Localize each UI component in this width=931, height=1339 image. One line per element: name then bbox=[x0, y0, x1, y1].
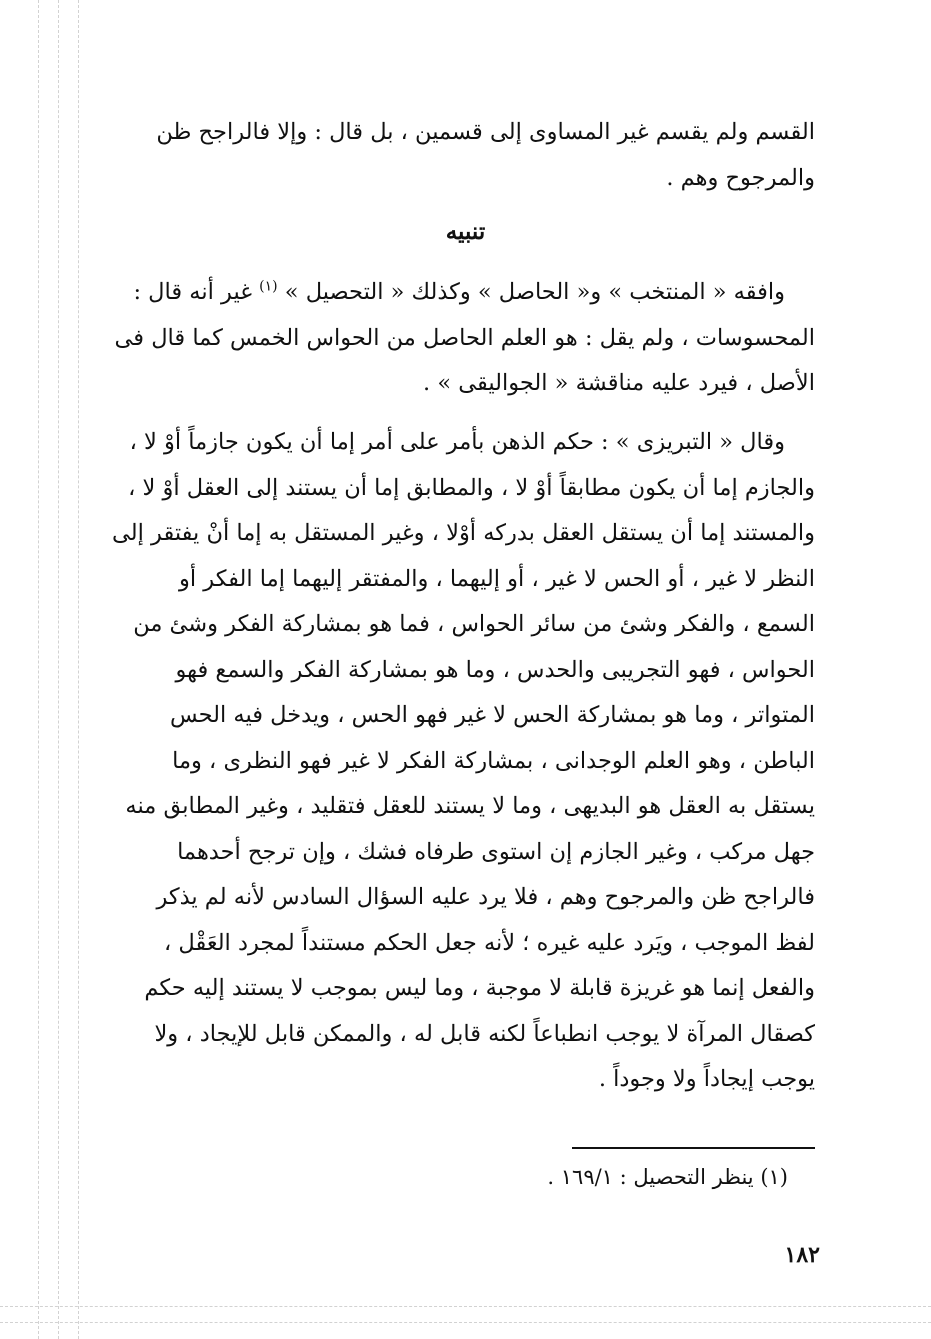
scan-guide-line bbox=[38, 0, 39, 1339]
text-line: جهل مركب ، وغير الجازم إن استوى طرفاه فشك ، وإن ترجح أحدهما bbox=[177, 838, 815, 865]
text-line: يستقل به العقل هو البديهى ، وما لا يستند للعقل فتقليد ، وغير المطابق منه bbox=[125, 793, 815, 819]
paragraph-2 bbox=[103, 270, 815, 407]
text-line bbox=[103, 270, 815, 316]
scan-guide-line bbox=[78, 0, 79, 1339]
section-heading: تنبيه bbox=[445, 218, 486, 245]
text-line: السمع ، والفكر وشئ من سائر الحواس ، فما هو بمشاركة الفكر وشئ من bbox=[133, 611, 815, 637]
text-line: الباطن ، وهو العلم الوجدانى ، بمشاركة الفكر لا غير فهو النظرى ، وما bbox=[172, 747, 815, 774]
paragraph-1 bbox=[103, 110, 815, 201]
text-line: والفعل إنما هو غريزة قابلة لا موجبة ، وما ليس بموجب لا يستند إليه حكم bbox=[144, 975, 815, 1001]
text-line: والمرجوح وهم . bbox=[666, 164, 815, 191]
scan-guide-line bbox=[58, 0, 59, 1339]
paragraph-3 bbox=[103, 420, 815, 1103]
text-line: المحسوسات ، ولم يقل : هو العلم الحاصل من الحواس الخمس كما قال فى bbox=[114, 324, 815, 351]
text-line: فالراجح ظن والمرجوح وهم ، فلا يرد عليه السؤال السادس لأنه لم يذكر bbox=[156, 884, 815, 910]
text-line: المتواتر ، وما هو بمشاركة الحس لا غير فهو الحس ، ويدخل فيه الحس bbox=[169, 702, 815, 728]
text-line: الأصل ، فيرد عليه مناقشة « الجواليقى » . bbox=[423, 370, 815, 396]
text-line: والجازم إما أن يكون مطابقاً أوْ لا ، والمطابق إما أن يستند إلى العقل أوْ لا ، bbox=[128, 474, 815, 501]
text-line: والمستند إما أن يستقل العقل بدركه أوْلا ، وغير المستقل به إما أنْ يفتقر إلى bbox=[112, 520, 815, 546]
text-line: وقال « التبريزى » : حكم الذهن بأمر على أمر إما أن يكون جازماً أوْ لا ، bbox=[129, 429, 785, 455]
text-line: النظر لا غير ، أو الحس لا غير ، أو إليهما ، والمفتقر إليهما إما الفكر أو bbox=[179, 565, 815, 592]
footnote-separator bbox=[572, 1147, 815, 1149]
text-line: القسم ولم يقسم غير المساوى إلى قسمين ، بل قال : وإلا فالراجح ظن bbox=[156, 119, 815, 145]
footnote-reference[interactable]: (١) bbox=[259, 278, 278, 295]
scan-guide-line bbox=[0, 1306, 931, 1307]
text-segment: غير أنه قال : bbox=[133, 279, 252, 305]
text-line: لفظ الموجب ، ويَرد عليه غيره ؛ لأنه جعل الحكم مستنداً لمجرد العَقْل ، bbox=[164, 929, 815, 956]
text-line: يوجب إيجاداً ولا وجوداً . bbox=[598, 1066, 815, 1092]
page-number: ١٨٢ bbox=[784, 1242, 820, 1268]
footnote: (١) ينظر التحصيل : ١٦٩/١ . bbox=[547, 1165, 788, 1189]
text-line: كصقال المرآة لا يوجب انطباعاً لكنه قابل له ، والممكن قابل للإيجاد ، ولا bbox=[154, 1020, 815, 1047]
scan-guide-line bbox=[0, 1322, 931, 1323]
text-segment: وافقه « المنتخب » و« الحاصل » وكذلك « التحصيل » bbox=[284, 279, 785, 305]
text-line: الحواس ، فهو التجريبى والحدس ، وما هو بمشاركة الفكر والسمع فهو bbox=[175, 656, 815, 683]
